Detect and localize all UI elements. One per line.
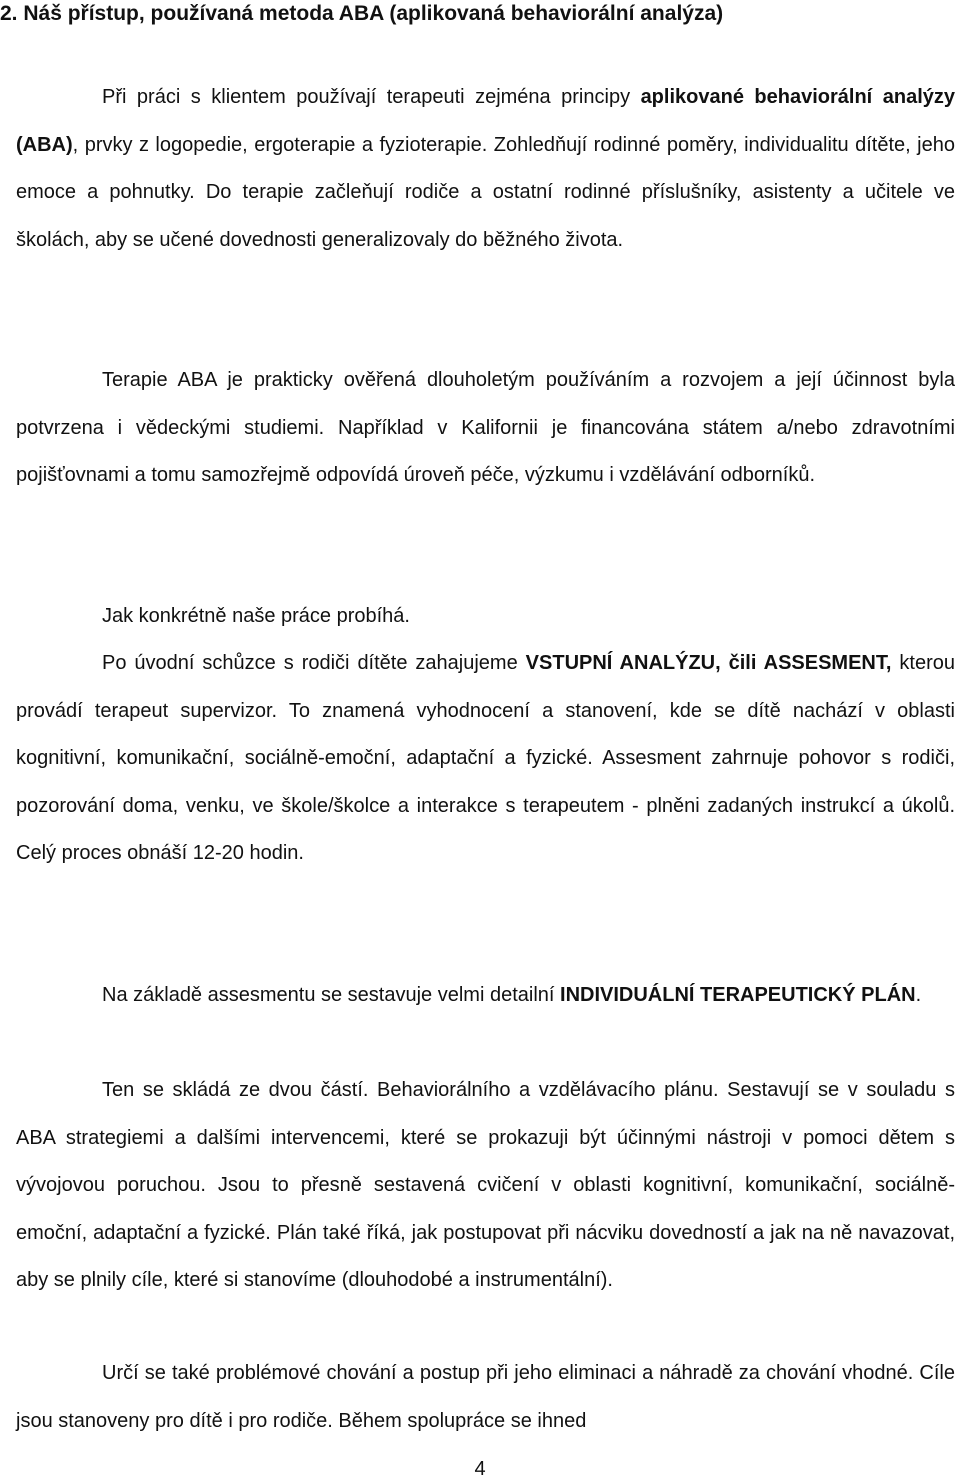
paragraph-how-we-work: Jak konkrétně naše práce probíhá. xyxy=(102,605,410,627)
aba-term: aplikované behaviorální analýzy (ABA) xyxy=(16,86,955,156)
plan-term-end: PLÁN xyxy=(861,984,916,1006)
page-number: 4 xyxy=(474,1458,486,1480)
paragraph-aba-principles: Při práci s klientem používají terapeuti zejména principy aplikované behaviorální analýzy (ABA), prvky z logopedie, ergoterapie a fyzioterapie. Zohledňují rodinné poměry, individualitu dítěte, jeho emoce a pohnutky. Do terapie začleňují rodiče a ostatní rodinné příslušníky, asistenty a učitele ve školách, aby se učené dovednosti generalizovaly do běžného života. xyxy=(16,86,955,251)
assessment-term: VSTUPNÍ ANALÝZU, čili ASSESMENT, xyxy=(525,652,892,674)
section-heading: 2. Náš přístup, používaná metoda ABA (aplikovaná behaviorální analýza) xyxy=(0,2,724,25)
paragraph-assessment: Po úvodní schůzce s rodiči dítěte zahajujeme VSTUPNÍ ANALÝZU, čili ASSESMENT, kterou provádí terapeut supervizor. To znamená vyhodnocení a stanovení, kde se dítě nachází v oblasti kognitivní, komunikační, sociálně-emoční, adaptační a fyzické. Assesment zahrnuje pohovor s rodiči, pozorování doma, venku, ve škole/školce a interakce s terapeutem - plněni zadaných instrukcí a úkolů. Celý proces obnáší 12-20 hodin. xyxy=(16,652,955,864)
paragraph-plan-parts: Ten se skládá ze dvou částí. Behaviorálního a vzdělávacího plánu. Sestavují se v souladu s ABA strategiemi a dalšími intervencemi, které se prokazuji být účinnými nástroji v pomoci dětem s vývojovou poruchou. Jsou to přesně sestavená cvičení v oblasti kognitivní, komunikační, sociálně-emoční, adaptační a fyzické. Plán také říká, jak postupovat při nácviku dovedností a jak na ně navazovat, aby se plnily cíle, které si stanovíme (dlouhodobé a instrumentální). xyxy=(16,1079,955,1291)
paragraph-aba-evidence: Terapie ABA je prakticky ověřená dlouholetým používáním a rozvojem a její účinnost byla potvrzena i vědeckými studiemi. Například v Kalifornii je financována státem a/nebo zdravotními pojišťovnami a tomu samozřejmě odpovídá úroveň péče, výzkumu i vzdělávání odborníků. xyxy=(16,369,955,486)
plan-term: INDIVIDUÁLNÍ TERAPEUTICKÝ xyxy=(560,984,856,1006)
paragraph-individual-plan: Na základě assesmentu se sestavuje velmi detailní INDIVIDUÁLNÍ TERAPEUTICKÝ PLÁN. xyxy=(102,984,922,1006)
paragraph-problem-behavior: Určí se také problémové chování a postup při jeho eliminaci a náhradě za chování vhodné. Cíle jsou stanoveny pro dítě i pro rodiče. Během spolupráce se ihned xyxy=(16,1362,955,1432)
